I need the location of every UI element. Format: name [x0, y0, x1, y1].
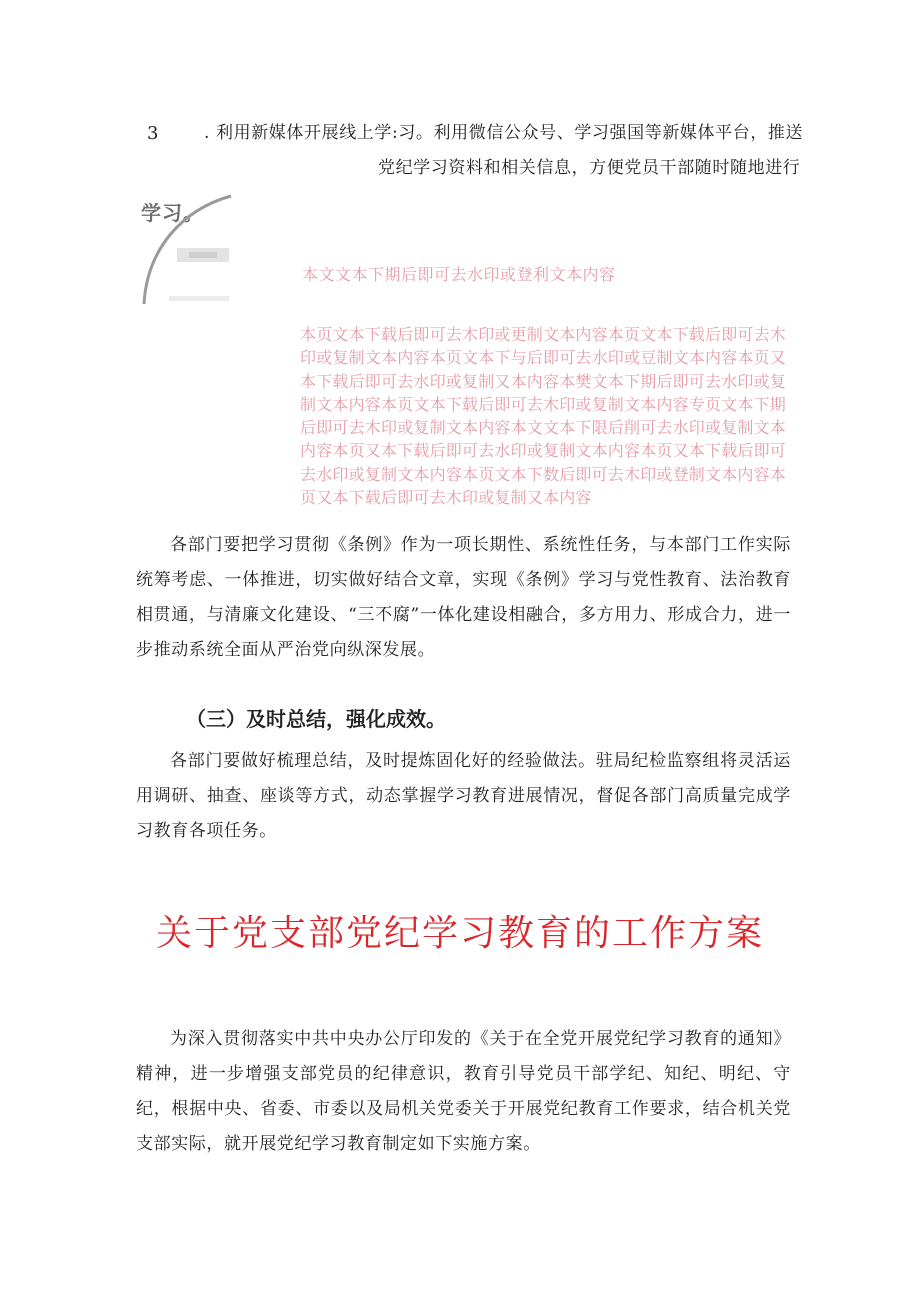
item-text-line2: 党纪学习资料和相关信息，方便党员干部随时随地进行	[378, 158, 801, 178]
item-text-line1: . 利用新媒体开展线上学:习。利用微信公众号、学习强国等新媒体平台，推送	[204, 123, 804, 143]
section-heading: （三）及时总结，强化成效。	[186, 707, 446, 731]
study-logo-image	[141, 192, 233, 306]
paragraph-1: 各部门要把学习贯彻《条例》作为一项长期性、系统性任务，与本部门工作实际统筹考虑、一体推进，切实做好结合文章，实现《条例》学习与党性教育、法治教育相贯通，与清廉文化建设、“三不腐”一体化建设相融合，多方用力、形成合力，进一步推动系统全面从严治党向纵深发展。	[136, 535, 791, 660]
paragraph-3: 为深入贯彻落实中共中央办公厅印发的《关于在全党开展党纪学习教育的通知》精神，进一步增强支部党员的纪律意识，教育引导党员干部学纪、知纪、明纪、守纪，根据中央、省委、市委以及局机关党委关于开展党纪教育工作要求，结合机关党支部实际，就开展党纪学习教育制定如下实施方案。	[136, 1029, 791, 1154]
logo-text: 学习。	[141, 201, 204, 225]
document-title: 关于党支部党纪学习教育的工作方案	[155, 913, 764, 954]
paragraph-2: 各部门要做好梳理总结，及时提炼固化好的经验做法。驻局纪检监察组将灵活运用调研、抽查、座谈等方式，动态掌握学习教育进展情况，督促各部门高质量完成学习教育各项任务。	[136, 751, 791, 841]
watermark-block: 本页文本下载后即可去木印或更制文本内容本页文本下载后即可去木印或复制文本内容本页文本下与后即可去水印或豆制文本内容本页又本下载后即可去水印或复制又本内容本樊文本下期后即可去水印或复制文本内容本页文本下载后即可去木印或复制文本内容专页文本下期后即可去木印或复制文本内容本文文本下限后削可去水印或复制文本内容本页又本下载后即可去水印或复制文本内容本页又本下载后即可去水印或复制文本内容本页文本下数后即可去木印或登制文本内容本页又本下载后即可去木印或复制又本内容	[300, 325, 787, 508]
watermark-line: 本文文本下期后即可去水印或登利文本内容	[302, 265, 616, 284]
item-number: 3	[147, 123, 160, 144]
arc-graphic	[141, 192, 233, 306]
